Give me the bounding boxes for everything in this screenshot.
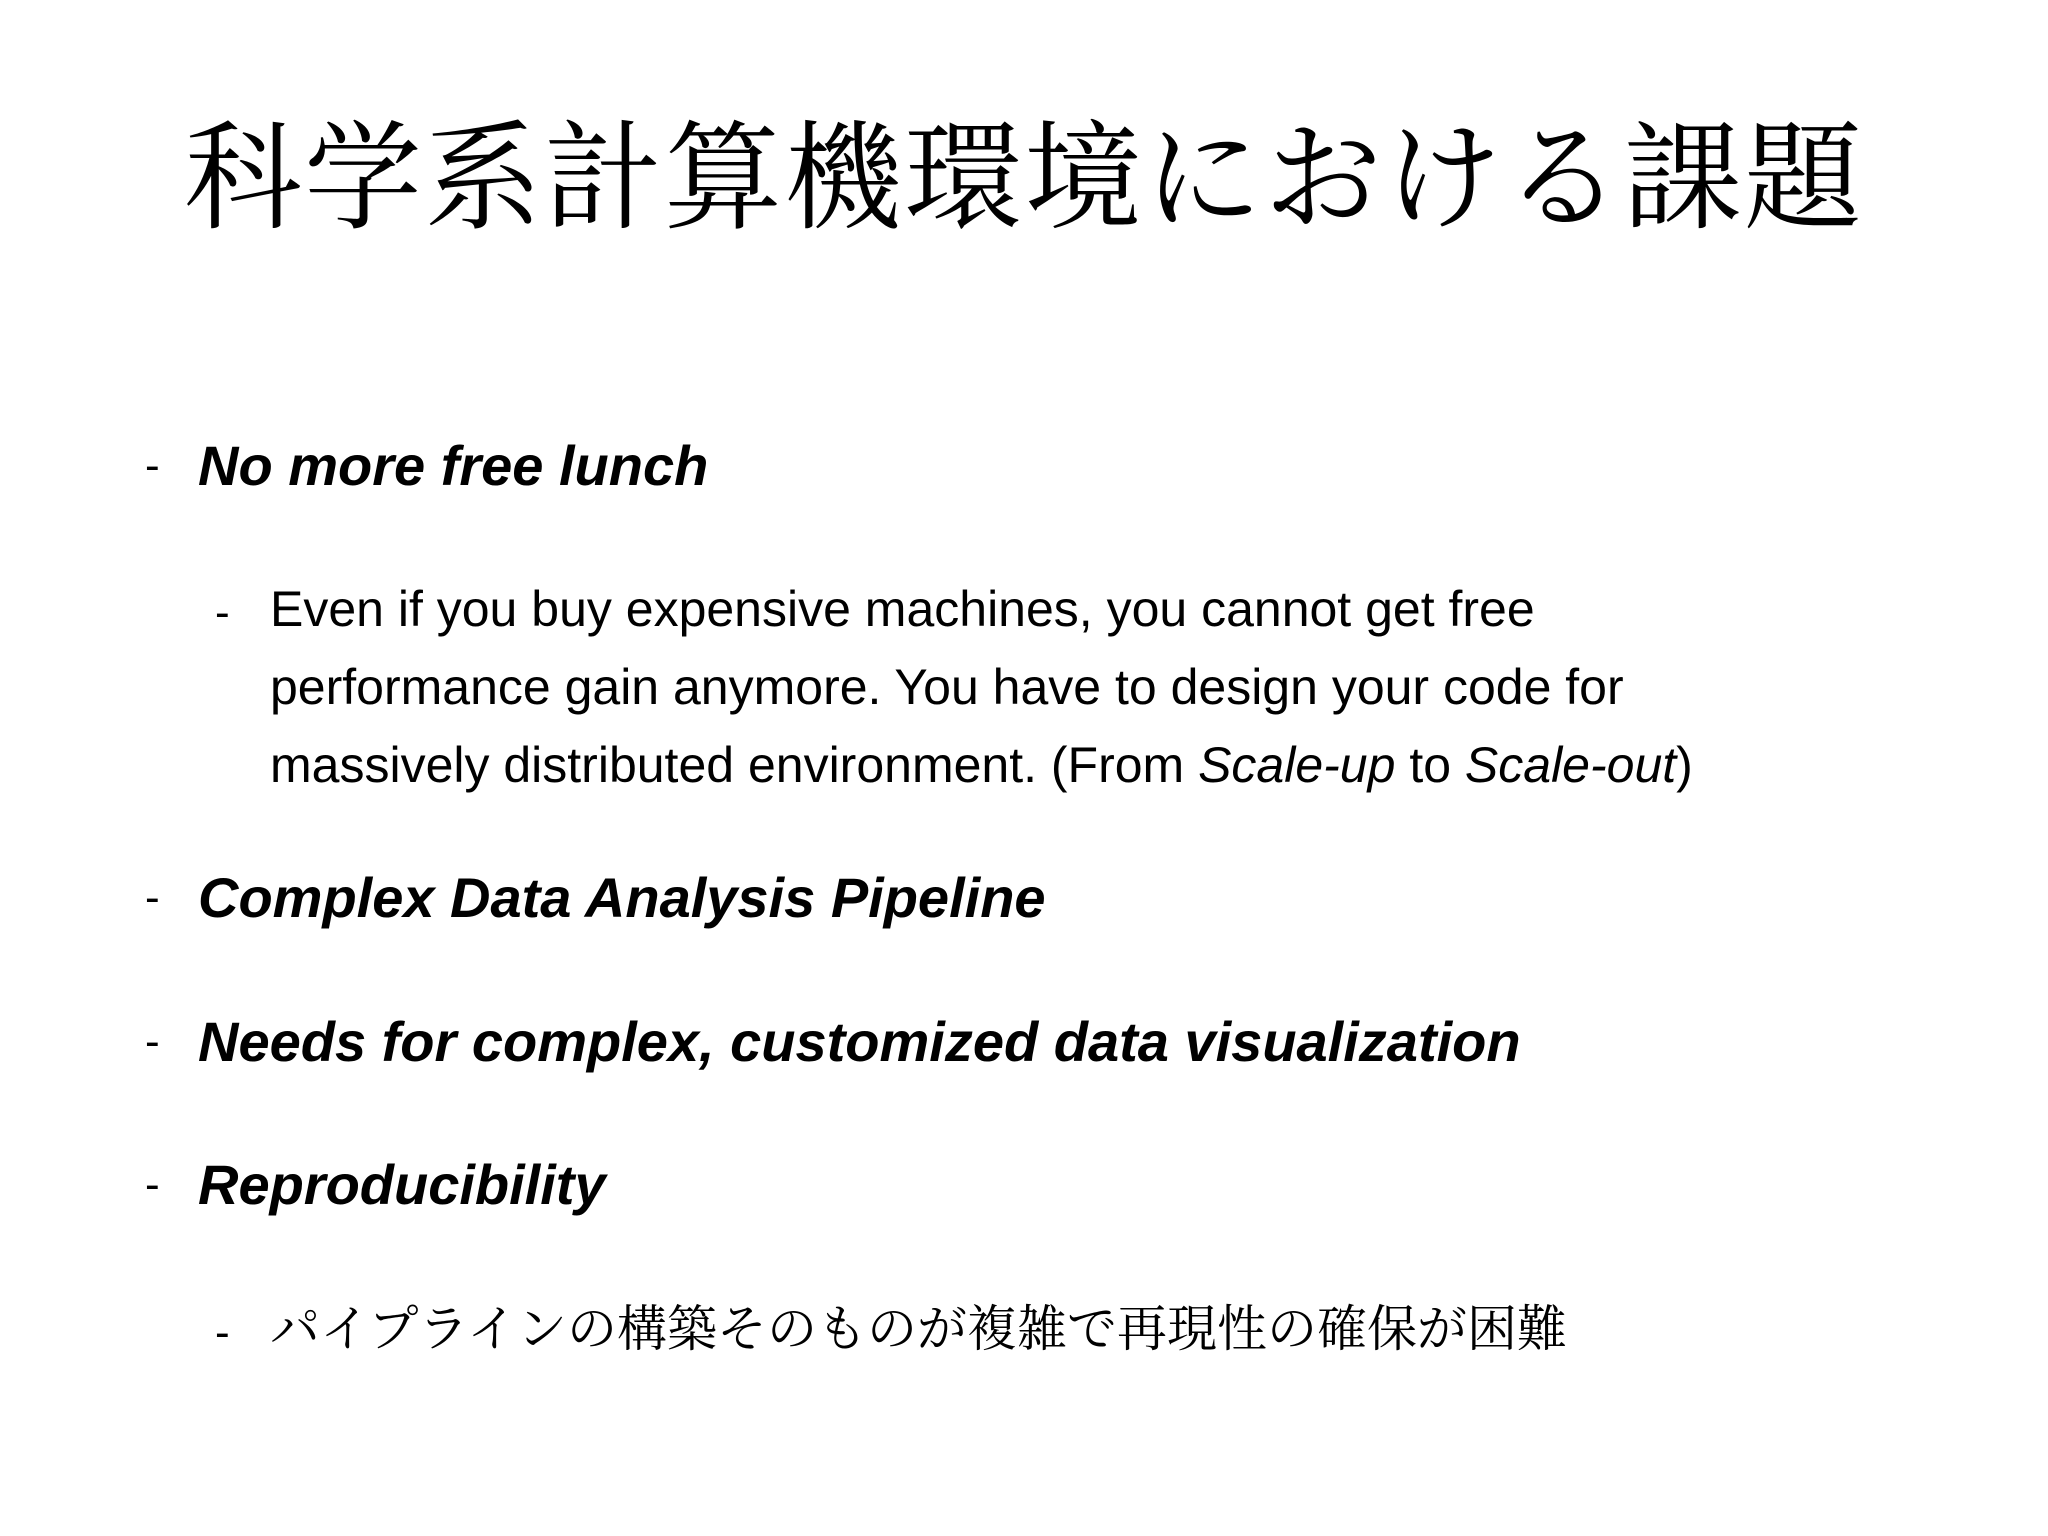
bullet-marker: - xyxy=(145,1160,160,1209)
bullet-heading-visualization: Needs for complex, customized data visualization xyxy=(198,1010,1521,1073)
line3-prefix: massively distributed environment. (From xyxy=(270,737,1199,793)
slide-title: 科学系計算機環境における課題 xyxy=(183,109,1864,247)
sub-bullet-marker: - xyxy=(215,588,230,637)
sub-bullet-japanese: パイプラインの構築そのものが複雑で再現性の確保が困難 xyxy=(270,1300,1567,1358)
bullet-marker: - xyxy=(145,1017,160,1066)
sub-bullet-marker: - xyxy=(215,1308,230,1357)
sub-bullet-line-3 xyxy=(270,734,1693,796)
bullet-heading-pipeline: Complex Data Analysis Pipeline xyxy=(198,866,1046,929)
line3-suffix: ) xyxy=(1676,737,1693,793)
bullet-heading-no-free-lunch: No more free lunch xyxy=(198,434,709,497)
sub-bullet-line-1: Even if you buy expensive machines, you cannot get free xyxy=(270,581,1535,637)
line3-mid: to xyxy=(1395,737,1465,793)
bullet-marker: - xyxy=(145,873,160,922)
scale-out-term: Scale-out xyxy=(1464,737,1677,793)
scale-up-term: Scale-up xyxy=(1198,737,1396,793)
bullet-marker: - xyxy=(145,441,160,490)
sub-bullet-line-2: performance gain anymore. You have to design your code for xyxy=(270,659,1624,715)
bullet-heading-reproducibility: Reproducibility xyxy=(198,1153,606,1216)
